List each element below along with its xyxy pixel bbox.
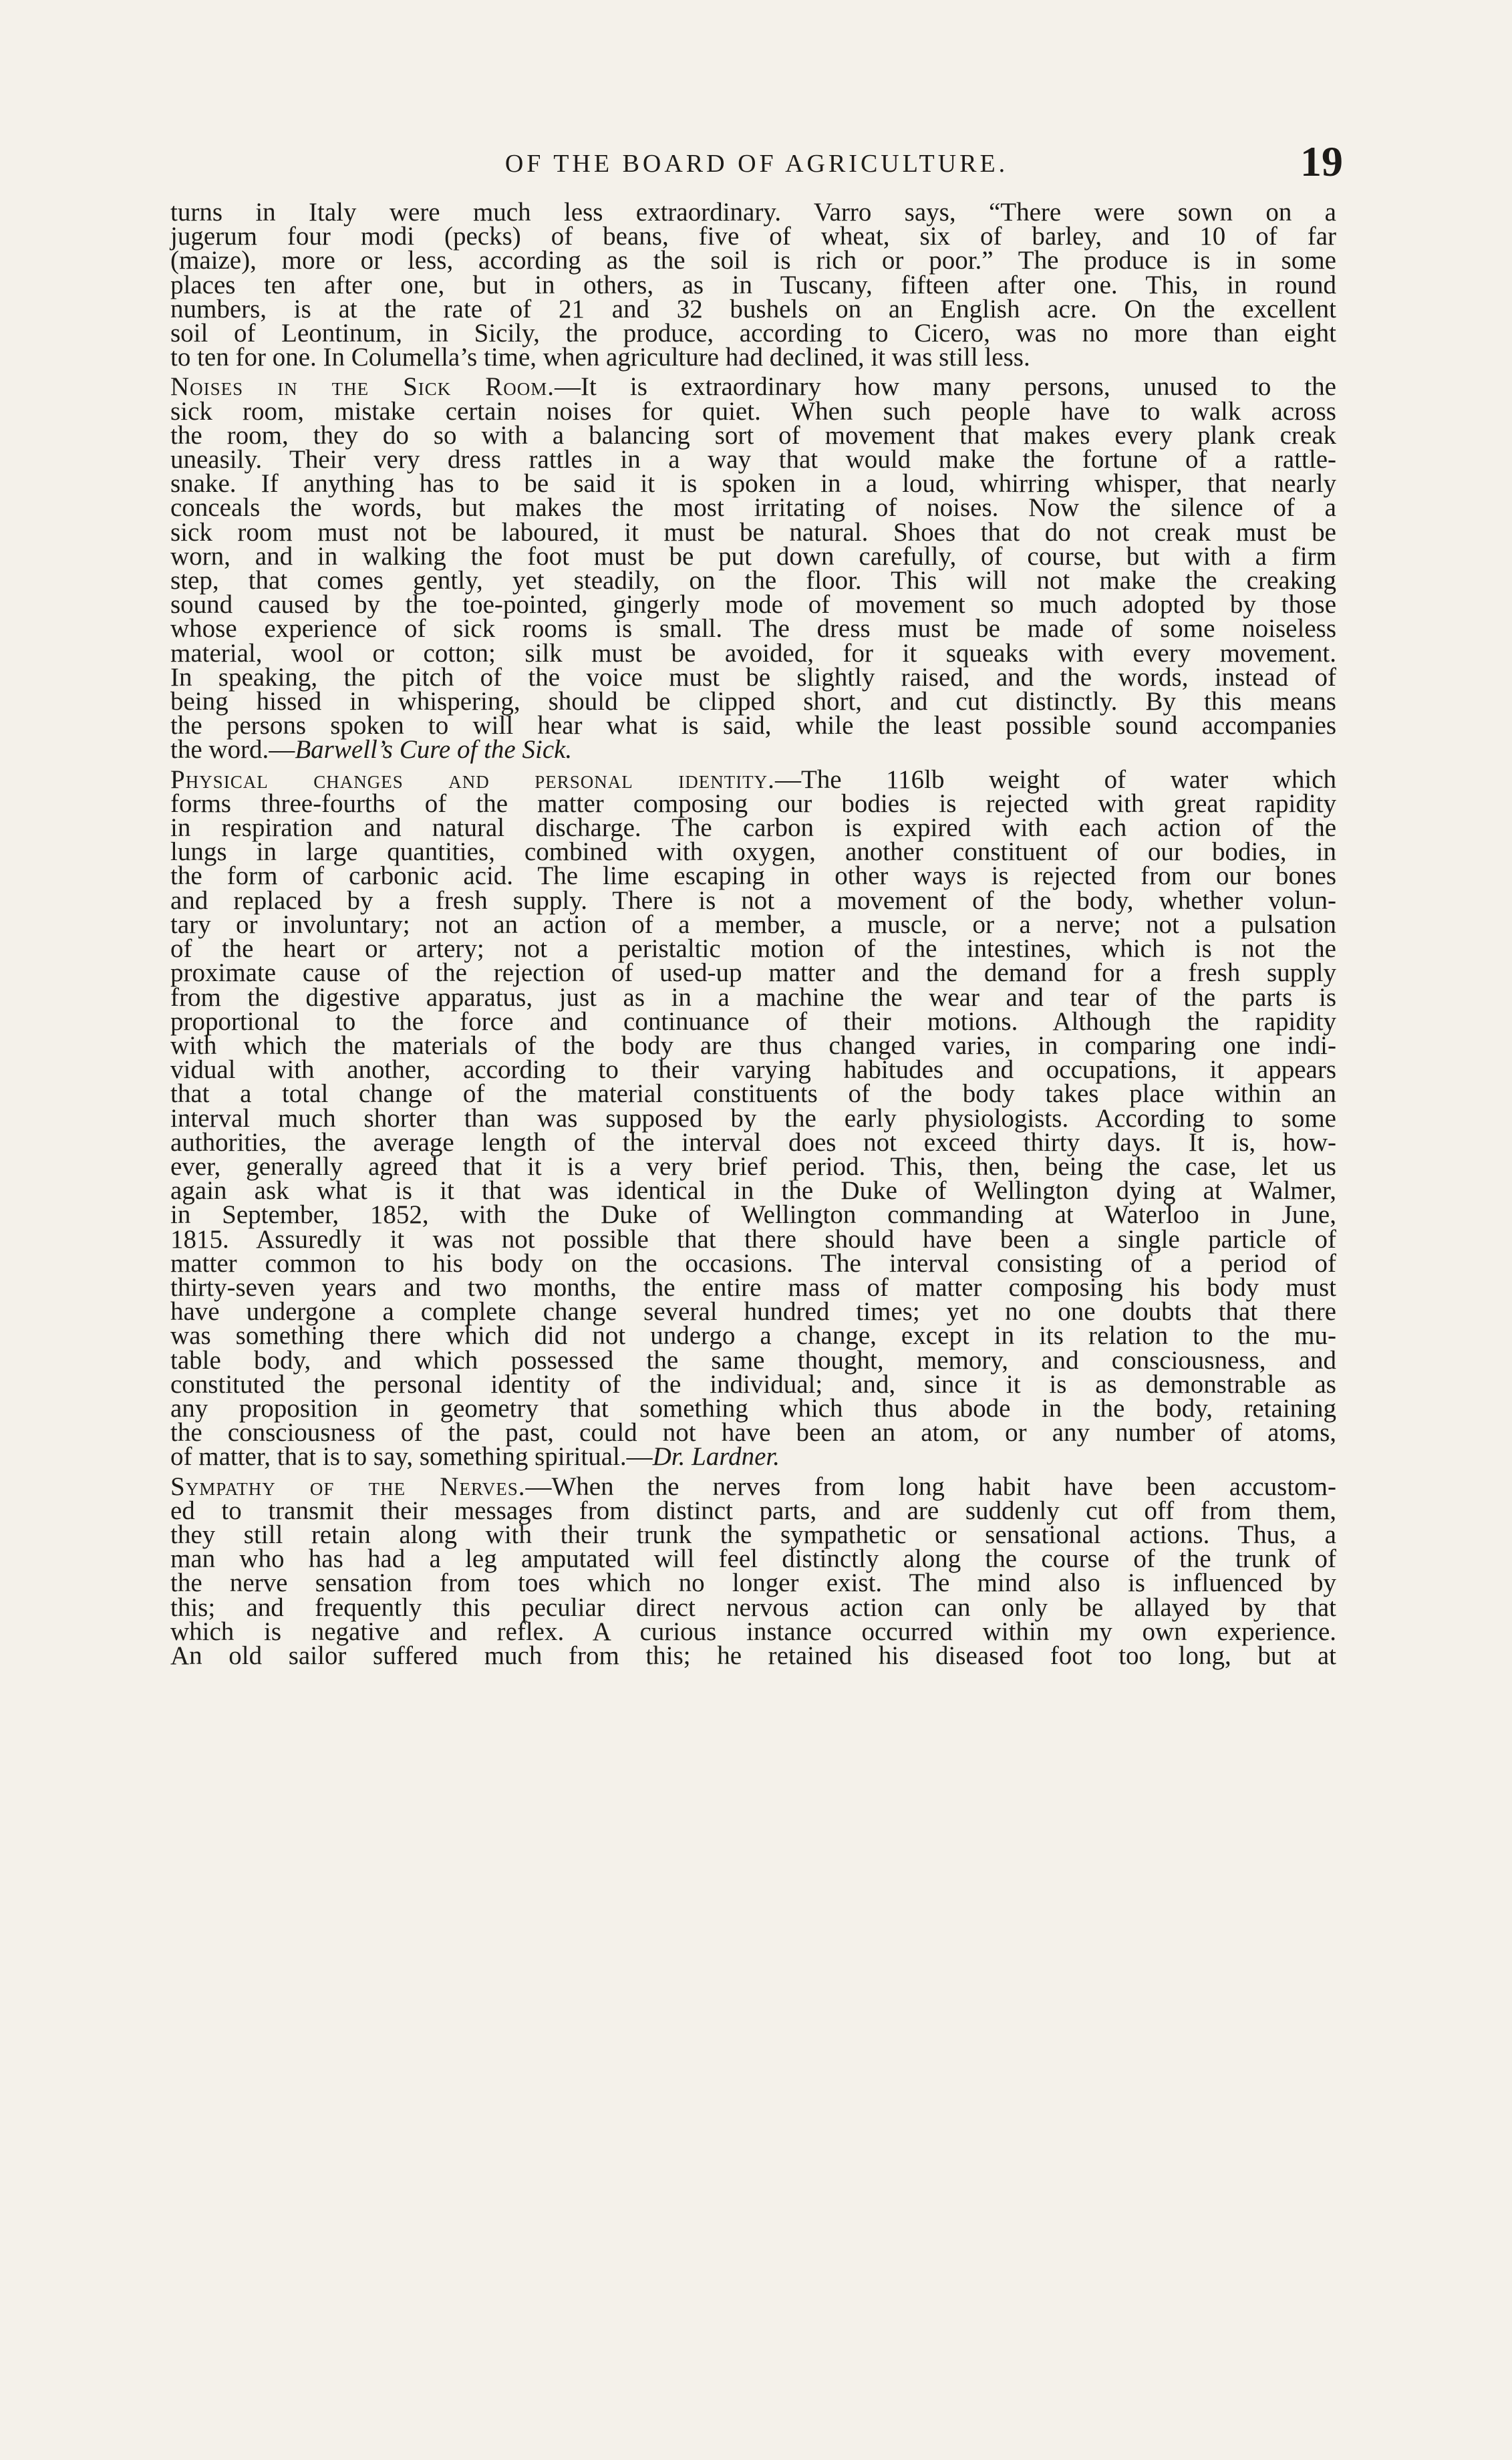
- text-line: and replaced by a fresh supply. There is not a movement of the body, whether volun-: [170, 885, 1336, 915]
- text-line: In speaking, the pitch of the voice must be slightly raised, and the words, instead of: [170, 662, 1336, 692]
- text-line: jugerum four modi (pecks) of beans, five of wheat, six of barley, and 10 of far: [170, 222, 1336, 251]
- text-line: [170, 765, 1337, 794]
- text-line: they still retain along with their trunk the sympathetic or sensational actions. Thus, a: [170, 1520, 1336, 1549]
- text-line: that a total change of the material constituents of the body takes place within an: [170, 1079, 1336, 1109]
- text-line: which is negative and reflex. A curious instance occurred within my own experience.: [170, 1617, 1336, 1646]
- text-line: was something there which did not undergo a change, except in its relation to the mu-: [170, 1321, 1336, 1351]
- page-number: 19: [1300, 138, 1343, 185]
- text-line: being hissed in whispering, should be clipped short, and cut distinctly. By this means: [170, 687, 1336, 716]
- text-line: forms three-fourths of the matter composing our bodies is rejected with great rapidity: [170, 789, 1336, 818]
- section-heading: Sympathy of the Nerves.: [170, 1472, 526, 1501]
- text-line: ever, generally agreed that it is a very brief period. This, then, being the case, let us: [170, 1151, 1336, 1181]
- text-line: [170, 372, 1336, 402]
- text-line: this; and frequently this peculiar direct nervous action can only be allayed by that: [170, 1593, 1336, 1622]
- text-run: of matter, that is to say, something spiritual.—: [170, 1442, 653, 1472]
- text-line: conceals the words, but makes the most irritating of noises. Now the silence of a: [170, 493, 1336, 523]
- section-heading: Noises in the Sick Room.: [170, 372, 555, 402]
- text-line: soil of Leontinum, in Sicily, the produce, according to Cicero, was no more than eight: [170, 319, 1336, 348]
- text-line: material, wool or cotton; silk must be avoided, for it squeaks with every movement.: [170, 638, 1336, 668]
- text-line: have undergone a complete change several hundred times; yet no one doubts that there: [170, 1297, 1336, 1327]
- text-line: constituted the personal identity of the individual; and, since it is as demonstrable as: [170, 1369, 1336, 1399]
- text-line: the consciousness of the past, could not have been an atom, or any number of atoms,: [170, 1418, 1336, 1448]
- paragraph-noises-sick-room: [170, 372, 1336, 765]
- source-citation: Barwell’s Cure of the Sick.: [295, 735, 573, 765]
- text-line: the persons spoken to will hear what is said, while the least possible sound accompanies: [170, 711, 1336, 740]
- text-line: ed to transmit their messages from distinct parts, and are suddenly cut off from them,: [170, 1496, 1336, 1525]
- text-line: worn, and in walking the foot must be put down carefully, of course, but with a firm: [170, 541, 1336, 571]
- text-line: sick room must not be laboured, it must be natural. Shoes that do not creak must be: [170, 517, 1336, 547]
- text-line: from the digestive apparatus, just as in a machine the wear and tear of the parts is: [170, 982, 1336, 1012]
- text-line: [170, 735, 1336, 765]
- text-line: proximate cause of the rejection of used-up matter and the demand for a fresh supply: [170, 958, 1336, 988]
- text-line: man who has had a leg amputated will feel distinctly along the course of the trunk of: [170, 1544, 1336, 1574]
- text-line: interval much shorter than was supposed by the early physiologists. According to some: [170, 1103, 1336, 1133]
- text-line: snake. If anything has to be said it is spoken in a loud, whirring whisper, that nearly: [170, 469, 1336, 499]
- section-heading: Physical changes and personal identity.: [170, 765, 775, 794]
- text-line: sound caused by the toe-pointed, gingerly mode of movement so much adopted by those: [170, 590, 1336, 620]
- text-line: thirty-seven years and two months, the entire mass of matter composing his body must: [170, 1272, 1336, 1302]
- text-line: again ask what is it that was identical in the Duke of Wellington dying at Walmer,: [170, 1176, 1336, 1206]
- text-line: vidual with another, according to their varying habitudes and occupations, it appears: [170, 1055, 1336, 1085]
- text-line: with which the materials of the body are thus changed varies, in comparing one indi-: [170, 1031, 1336, 1060]
- paragraph-sympathy-nerves: [170, 1472, 1336, 1670]
- text-line: uneasily. Their very dress rattles in a way that would make the fortune of a rattle-: [170, 445, 1336, 474]
- text-line: [170, 1442, 1336, 1472]
- text-line: the form of carbonic acid. The lime escaping in other ways is rejected from our bones: [170, 861, 1336, 891]
- text-run: —It is extraordinary how many persons, unused to the: [555, 372, 1336, 402]
- text-line: sick room, mistake certain noises for quiet. When such people have to walk across: [170, 396, 1336, 426]
- text-line: numbers, is at the rate of 21 and 32 bushels on an English acre. On the excellent: [170, 294, 1336, 323]
- paragraph-italian-harvests: [170, 200, 1336, 370]
- text-line: turns in Italy were much less extraordinary. Varro says, “There were sown on a: [170, 198, 1336, 227]
- text-line: in respiration and natural discharge. The carbon is expired with each action of the: [170, 813, 1336, 843]
- text-line: the nerve sensation from toes which no longer exist. The mind also is influenced by: [170, 1568, 1336, 1598]
- running-title: OF THE BOARD OF AGRICULTURE.: [504, 150, 1009, 178]
- text-line: to ten for one. In Columella’s time, when agriculture had declined, it was still less.: [170, 343, 1030, 372]
- text-line: in September, 1852, with the Duke of Wellington commanding at Waterloo in June,: [170, 1200, 1336, 1230]
- text-line: step, that comes gently, yet steadily, on the floor. This will not make the creaking: [170, 566, 1336, 595]
- text-line: authorities, the average length of the interval does not exceed thirty days. It is, how-: [170, 1127, 1336, 1157]
- text-run: —The 116lb weight of water which: [774, 765, 1337, 794]
- text-run: —When the nerves from long habit have been accustom-: [525, 1472, 1336, 1501]
- text-run: the word.—: [170, 735, 295, 765]
- text-line: tary or involuntary; not an action of a member, a muscle, or a nerve; not a pulsation: [170, 910, 1336, 939]
- text-line: matter common to his body on the occasions. The interval consisting of a period of: [170, 1248, 1336, 1278]
- page-body: [170, 200, 1336, 1668]
- text-line: An old sailor suffered much from this; he retained his diseased foot too long, but at: [170, 1641, 1336, 1670]
- text-line: whose experience of sick rooms is small. The dress must be made of some noiseless: [170, 614, 1336, 644]
- text-line: places ten after one, but in others, as in Tuscany, fifteen after one. This, in round: [170, 270, 1336, 299]
- running-head: [170, 137, 1343, 190]
- text-line: table body, and which possessed the same thought, memory, and consciousness, and: [170, 1345, 1336, 1375]
- text-line: any proposition in geometry that something which thus abode in the body, retaining: [170, 1393, 1336, 1423]
- text-line: proportional to the force and continuance of their motions. Although the rapidity: [170, 1006, 1336, 1036]
- text-line: of the heart or artery; not a peristaltic motion of the intestines, which is not the: [170, 934, 1336, 964]
- paragraph-physical-changes: [170, 765, 1337, 1472]
- source-citation: Dr. Lardner.: [652, 1442, 780, 1472]
- text-line: [170, 1472, 1336, 1501]
- text-line: 1815. Assuredly it was not possible that there should have been a single particle of: [170, 1224, 1336, 1254]
- text-line: (maize), more or less, according as the soil is rich or poor.” The produce is in some: [170, 246, 1336, 275]
- text-line: lungs in large quantities, combined with oxygen, another constituent of our bodies, in: [170, 837, 1336, 867]
- text-line: the room, they do so with a balancing sort of movement that makes every plank creak: [170, 420, 1336, 450]
